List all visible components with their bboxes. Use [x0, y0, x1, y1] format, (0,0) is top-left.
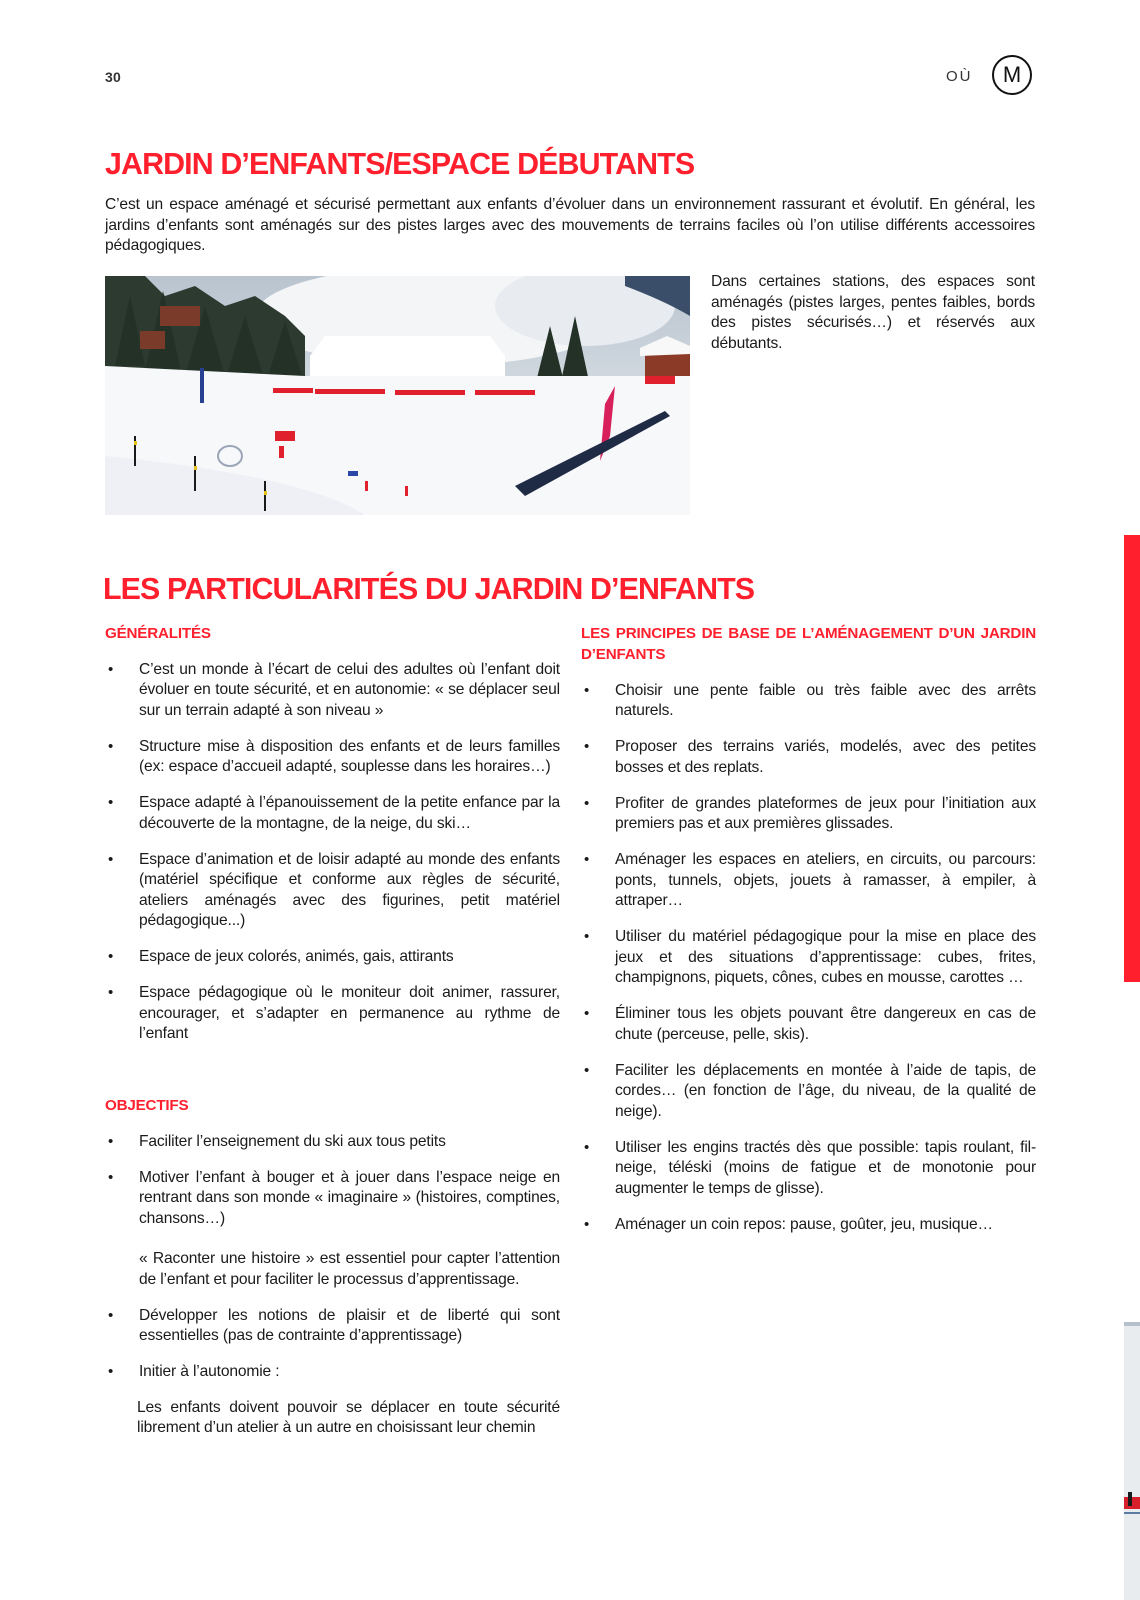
list-item: • Espace de jeux colorés, animés, gais, attirants	[105, 947, 560, 968]
bullet-icon: •	[584, 851, 590, 868]
list-item: • Aménager les espaces en ateliers, en circuits, ou parcours: ponts, tunnels, objets, jouets à ramasser, à empiler, à attraper…	[584, 851, 1036, 909]
list-objectifs	[105, 1132, 560, 1230]
bullet-icon: •	[584, 1005, 590, 1022]
list-item: • Motiver l’enfant à bouger et à jouer dans l’espace neige en rentrant dans son monde « imaginaire » (histoires, comptines, chansons…)	[108, 1168, 560, 1227]
ski-school-photo	[105, 276, 690, 515]
bullet-icon: •	[584, 928, 590, 945]
red-tab-marker	[1124, 535, 1140, 982]
bullet-icon: •	[584, 738, 590, 755]
list-principes	[581, 681, 1036, 1236]
list-item: • Espace pédagogique où le moniteur doit animer, rassurer, encourager, et s’adapter en permanence au rythme de l’enfant	[108, 984, 560, 1042]
list-item: • Espace adapté à l’épanouissement de la petite enfance par la découverte de la montagne, de la neige, du ski…	[108, 794, 560, 832]
bullet-icon: •	[584, 681, 590, 699]
bullet-icon: •	[108, 984, 114, 1001]
list-item: • Utiliser les engins tractés dès que possible: tapis roulant, fil-neige, téléski (moins de fatigue et de monotonie pour augmenter le temps de glisse).	[584, 1138, 1036, 1197]
section-label: OÙ	[946, 68, 973, 85]
next-page-photo-edge	[1124, 1322, 1140, 1600]
logo-letter: M	[1002, 62, 1022, 87]
list-item: • Éliminer tous les objets pouvant être dangereux en cas de chute (perceuse, pelle, skis).	[584, 1005, 1036, 1043]
bullet-icon: •	[584, 1215, 590, 1233]
list-item: • Utiliser du matériel pédagogique pour la mise en place des jeux et des situations d’apprentissage: cubes, frites, champignons, piquets, cônes, cubes en mousse, carottes …	[584, 928, 1036, 986]
list-item: • Aménager un coin repos: pause, goûter, jeu, musique…	[581, 1215, 1036, 1236]
bullet-icon: •	[584, 1061, 590, 1079]
bullet-icon: •	[108, 1168, 114, 1186]
bullet-icon: •	[108, 737, 114, 755]
list-item: • Profiter de grandes plateformes de jeux pour l’initiation aux premiers pas et aux premières glissades.	[584, 794, 1036, 832]
heading-objectifs: OBJECTIFS	[105, 1096, 189, 1114]
heading-principes: LES PRINCIPES DE BASE DE L’AMÉNAGEMENT D’UN JARDIN D’ENFANTS	[581, 625, 1036, 663]
bullet-icon: •	[108, 660, 114, 678]
list-generalites	[105, 660, 560, 1045]
side-paragraph: Dans certaines stations, des espaces sont aménagés (pistes larges, pentes faibles, bords des pistes sécurisés…) et réservés aux débutants.	[711, 273, 1035, 352]
photo-illustration	[105, 276, 690, 515]
list-item: • Faciliter l’enseignement du ski aux tous petits	[105, 1132, 560, 1153]
logo	[992, 55, 1032, 95]
column-right	[581, 624, 1036, 1235]
column-left	[105, 624, 560, 1439]
bullet-icon: •	[108, 850, 114, 868]
list-item: • Structure mise à disposition des enfants et de leurs familles (ex: espace d’accueil adapté, souplesse dans les horaires…)	[108, 737, 560, 775]
list-item: • Proposer des terrains variés, modelés, avec des petites bosses et des replats.	[584, 738, 1036, 776]
bullet-icon: •	[108, 794, 114, 811]
list-item: • C’est un monde à l’écart de celui des adultes où l’enfant doit évoluer en toute sécurité, et en autonomie: « se déplacer seul sur un terrain adapté à son niveau »	[108, 660, 560, 719]
bullet-icon: •	[108, 1132, 114, 1150]
heading-generalites: GÉNÉRALITÉS	[105, 625, 211, 642]
list-item: • Initier à l’autonomie :	[105, 1362, 560, 1383]
section-title-particularites: LES PARTICULARITÉS DU JARDIN D’ENFANTS	[103, 571, 755, 606]
intro-paragraph: C’est un espace aménagé et sécurisé permettant aux enfants d’évoluer dans un environnement rassurant et évolutif. En général, les jardins d’enfants sont aménagés sur des pistes larges avec des mouvements de terrains faciles où l’on utilise différents accessoires pédagogiques.	[105, 196, 1035, 254]
page-number: 30	[105, 69, 121, 85]
bullet-icon: •	[108, 1306, 114, 1324]
bullet-icon: •	[108, 1363, 114, 1380]
list-item: • Faciliter les déplacements en montée à l’aide de tapis, de cordes… (en fonction de l’âge, du niveau, de la qualité de neige).	[584, 1061, 1036, 1120]
section-title-jardin: JARDIN D’ENFANTS/ESPACE DÉBUTANTS	[105, 146, 695, 181]
objectifs-note-autonomy: Les enfants doivent pouvoir se déplacer en toute sécurité librement d’un atelier à un autre en choisissant leur chemin	[137, 1398, 560, 1436]
bullet-icon: •	[584, 1138, 590, 1156]
list-item: • Développer les notions de plaisir et de liberté qui sont essentielles (pas de contrainte d’apprentissage)	[108, 1306, 560, 1344]
photo-edge-illustration	[1124, 1322, 1140, 1600]
list-item: • Espace d’animation et de loisir adapté au monde des enfants (matériel spécifique et conforme aux règles de sécurité, ateliers aménagés avec des figurines, petit matériel pédagogique...)	[108, 850, 560, 929]
list-item: • Choisir une pente faible ou très faible avec des arrêts naturels.	[584, 681, 1036, 719]
objectifs-note-story: « Raconter une histoire » est essentiel pour capter l’attention de l’enfant et pour faciliter le processus d’apprentissage.	[139, 1250, 560, 1288]
list-objectifs-continued	[105, 1306, 560, 1383]
bullet-icon: •	[584, 794, 590, 812]
bullet-icon: •	[108, 948, 114, 965]
